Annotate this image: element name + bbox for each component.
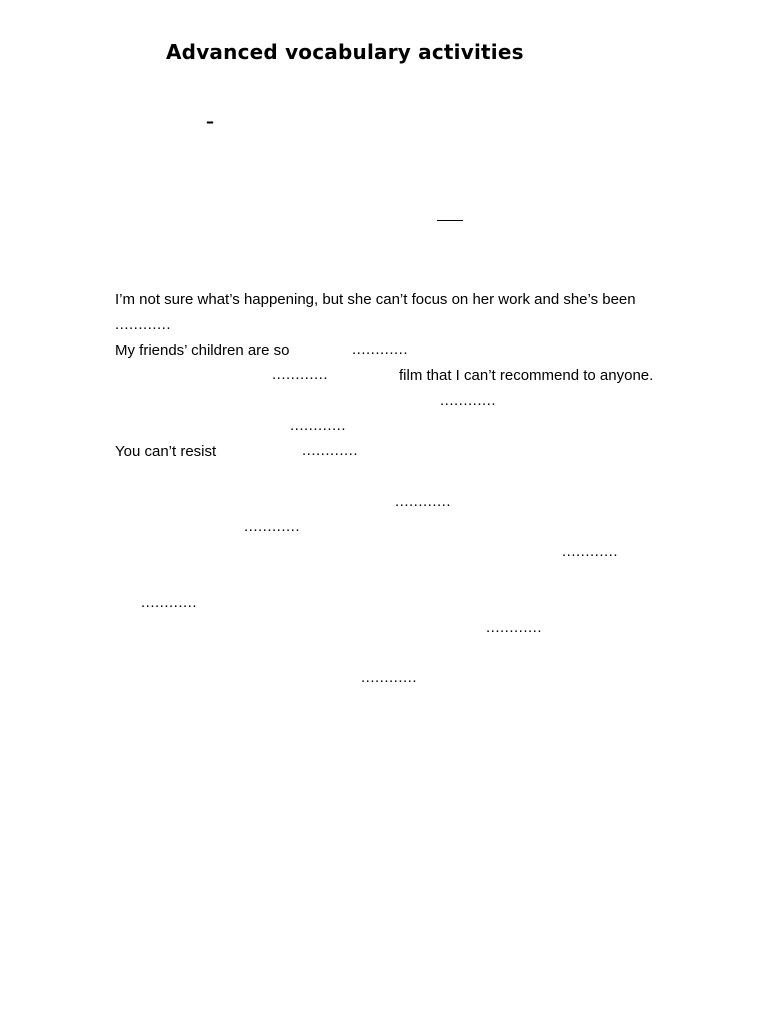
underline-mark [437,220,463,221]
sentence-11-gap: ............ [486,619,543,636]
sentence-4-gap: ............ [440,392,497,409]
sentence-8-gap: ............ [244,518,301,535]
sentence-1-text: I’m not sure what’s happening, but she can’t focus on her work and she’s been [115,291,636,308]
sentence-7-gap: ............ [395,493,452,510]
dash-mark: – [206,112,214,131]
sentence-6-text: You can’t resist [115,443,217,460]
sentence-3-gap: ............ [272,366,329,383]
sentence-6-gap: ............ [302,442,359,459]
page-title: Advanced vocabulary activities [166,40,524,64]
sentence-2-gap: ............ [352,341,409,358]
sentence-2-text: My friends’ children are so [115,342,290,359]
sentence-3-text: film that I can’t recommend to anyone. [399,367,654,384]
sentence-10-gap: ............ [141,594,198,611]
sentence-12-gap: ............ [361,669,418,686]
sentence-9-gap: ............ [562,543,619,560]
sentence-1-gap: ............ [115,316,172,333]
sentence-5-gap: ............ [290,417,347,434]
